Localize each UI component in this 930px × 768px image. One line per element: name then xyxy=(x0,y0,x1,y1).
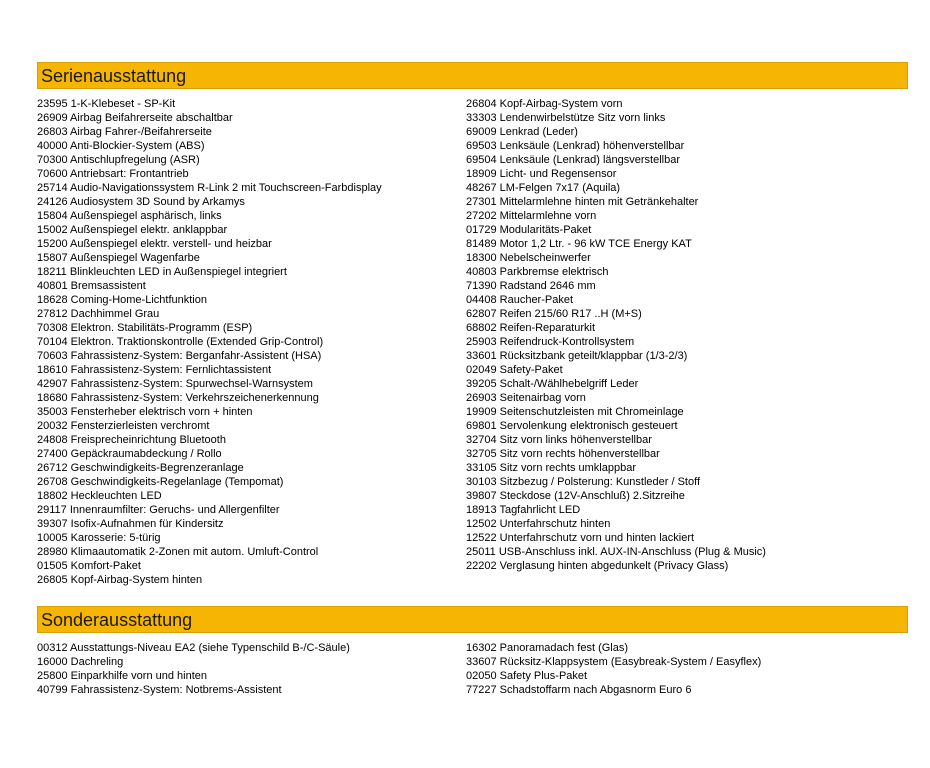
equipment-item: 16302 Panoramadach fest (Glas) xyxy=(466,642,629,654)
equipment-item: 26804 Kopf-Airbag-System vorn xyxy=(466,98,623,110)
equipment-item: 18909 Licht- und Regensensor xyxy=(466,168,617,180)
equipment-item: 26712 Geschwindigkeits-Begrenzeranlage xyxy=(37,462,244,474)
equipment-item: 12502 Unterfahrschutz hinten xyxy=(466,518,611,530)
equipment-item: 70603 Fahrassistenz-System: Berganfahr-Assistent (HSA) xyxy=(37,350,322,362)
equipment-item: 70300 Antischlupfregelung (ASR) xyxy=(37,154,200,166)
section-title: Sonderausstattung xyxy=(37,606,908,633)
equipment-item: 24126 Audiosystem 3D Sound by Arkamys xyxy=(37,196,245,208)
equipment-item: 01505 Komfort-Paket xyxy=(37,560,141,572)
equipment-item: 68802 Reifen-Reparaturkit xyxy=(466,322,596,334)
equipment-item: 77227 Schadstoffarm nach Abgasnorm Euro 6 xyxy=(466,684,692,696)
section-title: Serienausstattung xyxy=(37,62,908,89)
equipment-item: 12522 Unterfahrschutz vorn und hinten lackiert xyxy=(466,532,695,544)
equipment-item: 69009 Lenkrad (Leder) xyxy=(466,126,578,138)
equipment-item: 20032 Fensterzierleisten verchromt xyxy=(37,420,210,432)
equipment-item: 25011 USB-Anschluss inkl. AUX-IN-Anschluss (Plug & Music) xyxy=(466,546,766,558)
equipment-item: 28980 Klimaautomatik 2-Zonen mit autom. Umluft-Control xyxy=(37,546,319,558)
equipment-item: 04408 Raucher-Paket xyxy=(466,294,574,306)
equipment-item: 25903 Reifendruck-Kontrollsystem xyxy=(466,336,635,348)
equipment-item: 26903 Seitenairbag vorn xyxy=(466,392,586,404)
equipment-list-right xyxy=(466,97,908,587)
equipment-item: 29117 Innenraumfilter: Geruchs- und Allergenfilter xyxy=(37,504,280,516)
equipment-item: 40000 Anti-Blockier-System (ABS) xyxy=(37,140,205,152)
optional-equipment-section xyxy=(37,606,908,697)
equipment-item: 15807 Außenspiegel Wagenfarbe xyxy=(37,252,200,264)
equipment-item: 40801 Bremsassistent xyxy=(37,280,146,292)
equipment-item: 18211 Blinkleuchten LED in Außenspiegel integriert xyxy=(37,266,287,278)
equipment-columns xyxy=(37,641,908,697)
equipment-item: 18300 Nebelscheinwerfer xyxy=(466,252,591,264)
equipment-item: 40799 Fahrassistenz-System: Notbrems-Assistent xyxy=(37,684,282,696)
equipment-item: 81489 Motor 1,2 Ltr. - 96 kW TCE Energy KAT xyxy=(466,238,692,250)
equipment-item: 26805 Kopf-Airbag-System hinten xyxy=(37,574,203,586)
equipment-item: 26803 Airbag Fahrer-/Beifahrerseite xyxy=(37,126,212,138)
equipment-list-right xyxy=(466,641,908,697)
equipment-item: 69801 Servolenkung elektronisch gesteuert xyxy=(466,420,678,432)
equipment-item: 15002 Außenspiegel elektr. anklappbar xyxy=(37,224,228,236)
equipment-item: 10005 Karosserie: 5-türig xyxy=(37,532,161,544)
equipment-item: 23595 1-K-Klebeset - SP-Kit xyxy=(37,98,176,110)
equipment-item: 40803 Parkbremse elektrisch xyxy=(466,266,609,278)
standard-equipment-section xyxy=(37,62,908,587)
equipment-item: 33607 Rücksitz-Klappsystem (Easybreak-System / Easyflex) xyxy=(466,656,762,668)
equipment-item: 02049 Safety-Paket xyxy=(466,364,563,376)
equipment-item: 27202 Mittelarmlehne vorn xyxy=(466,210,597,222)
equipment-item: 70104 Elektron. Traktionskontrolle (Extended Grip-Control) xyxy=(37,336,324,348)
equipment-item: 33105 Sitz vorn rechts umklappbar xyxy=(466,462,636,474)
equipment-item: 39307 Isofix-Aufnahmen für Kindersitz xyxy=(37,518,224,530)
equipment-item: 32705 Sitz vorn rechts höhenverstellbar xyxy=(466,448,660,460)
equipment-item: 42907 Fahrassistenz-System: Spurwechsel-Warnsystem xyxy=(37,378,313,390)
equipment-item: 22202 Verglasung hinten abgedunkelt (Privacy Glass) xyxy=(466,560,729,572)
equipment-item: 27400 Gepäckraumabdeckung / Rollo xyxy=(37,448,222,460)
equipment-item: 02050 Safety Plus-Paket xyxy=(466,670,588,682)
equipment-item: 30103 Sitzbezug / Polsterung: Kunstleder / Stoff xyxy=(466,476,701,488)
equipment-item: 16000 Dachreling xyxy=(37,656,124,668)
equipment-item: 27812 Dachhimmel Grau xyxy=(37,308,160,320)
equipment-item: 18610 Fahrassistenz-System: Fernlichtassistent xyxy=(37,364,272,376)
equipment-item: 15804 Außenspiegel asphärisch, links xyxy=(37,210,222,222)
equipment-item: 25800 Einparkhilfe vorn und hinten xyxy=(37,670,208,682)
equipment-item: 00312 Ausstattungs-Niveau EA2 (siehe Typenschild B-/C-Säule) xyxy=(37,642,350,654)
equipment-columns xyxy=(37,97,908,587)
equipment-item: 18913 Tagfahrlicht LED xyxy=(466,504,581,516)
equipment-item: 01729 Modularitäts-Paket xyxy=(466,224,592,236)
equipment-item: 32704 Sitz vorn links höhenverstellbar xyxy=(466,434,652,446)
equipment-item: 19909 Seitenschutzleisten mit Chromeinlage xyxy=(466,406,684,418)
equipment-list-left xyxy=(37,641,466,697)
equipment-item: 62807 Reifen 215/60 R17 ..H (M+S) xyxy=(466,308,642,320)
equipment-item: 26909 Airbag Beifahrerseite abschaltbar xyxy=(37,112,233,124)
equipment-item: 71390 Radstand 2646 mm xyxy=(466,280,596,292)
equipment-item: 18628 Coming-Home-Lichtfunktion xyxy=(37,294,207,306)
equipment-item: 33303 Lendenwirbelstütze Sitz vorn links xyxy=(466,112,666,124)
equipment-item: 15200 Außenspiegel elektr. verstell- und heizbar xyxy=(37,238,272,250)
equipment-item: 69503 Lenksäule (Lenkrad) höhenverstellbar xyxy=(466,140,685,152)
equipment-item: 48267 LM-Felgen 7x17 (Aquila) xyxy=(466,182,621,194)
equipment-item: 27301 Mittelarmlehne hinten mit Getränkehalter xyxy=(466,196,699,208)
equipment-item: 69504 Lenksäule (Lenkrad) längsverstellbar xyxy=(466,154,681,166)
equipment-item: 39205 Schalt-/Wählhebelgriff Leder xyxy=(466,378,639,390)
equipment-list-left xyxy=(37,97,466,587)
equipment-item: 70600 Antriebsart: Frontantrieb xyxy=(37,168,189,180)
equipment-item: 35003 Fensterheber elektrisch vorn + hinten xyxy=(37,406,253,418)
equipment-item: 26708 Geschwindigkeits-Regelanlage (Tempomat) xyxy=(37,476,284,488)
equipment-item: 18802 Heckleuchten LED xyxy=(37,490,162,502)
equipment-item: 24808 Freisprecheinrichtung Bluetooth xyxy=(37,434,226,446)
equipment-item: 18680 Fahrassistenz-System: Verkehrszeichenerkennung xyxy=(37,392,319,404)
equipment-item: 70308 Elektron. Stabilitäts-Programm (ESP) xyxy=(37,322,253,334)
equipment-item: 33601 Rücksitzbank geteilt/klappbar (1/3-2/3) xyxy=(466,350,688,362)
equipment-item: 25714 Audio-Navigationssystem R-Link 2 mit Touchscreen-Farbdisplay xyxy=(37,182,382,194)
equipment-item: 39807 Steckdose (12V-Anschluß) 2.Sitzreihe xyxy=(466,490,685,502)
